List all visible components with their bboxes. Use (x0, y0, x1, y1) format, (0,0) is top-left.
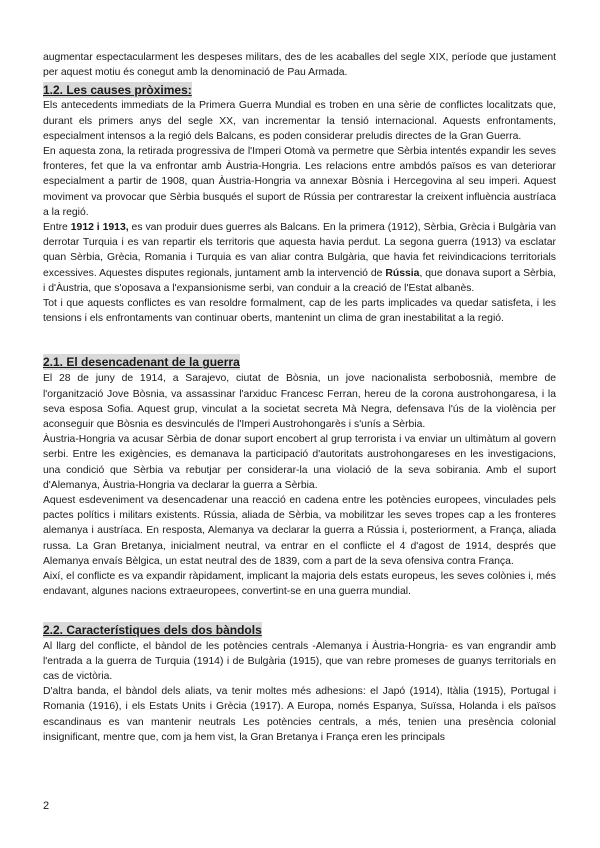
causes-paragraph-2: En aquesta zona, la retirada progressiva de l'Imperi Otomà va permetre que Sèrbia intentés expandir les seves fronteres, fet que la va enfrontar amb Àustria-Hongria. Les relacions entre ambdós països es van deteriorar especialment a partir de 1908, quan Àustria-Hongria va annexar Bòsnia i Hercegovina al seu imperi. Aquest moviment va provocar que Sèrbia busqués el suport de Rússia per contrarestar la creixent influència austríaca a la regió. (43, 146, 556, 218)
trigger-paragraph-3: Aquest esdeveniment va desencadenar una reacció en cadena entre les potències europees, vinculades pels pactes polítics i militars existents. Rússia, aliada de Sèrbia, va mobilitzar les seves tropes cap a les fronteres alemanya i austríaca. En resposta, Alemanya va declarar la guerra a Rússia i, posteriorment, a França, aliada russa. La Gran Bretanya, inicialment neutral, va entrar en el conflicte el 4 d'agost de 1914, després que Alemanya envaís Bèlgica, un estat neutral des de 1839, com a part de la seva ofensiva contra França. (43, 495, 556, 567)
document-page (43, 50, 556, 745)
trigger-paragraph-1: El 28 de juny de 1914, a Sarajevo, ciutat de Bòsnia, un jove nacionalista serbobosnià, membre de l'organització Jove Bòsnia, va assassinar l'arxiduc Francesc Ferran, hereu de la corona austrohongaresa, i la seva esposa Sofia. Aquest grup, vinculat a la societat secreta Mà Negra, defensava l'ús de la violència per aconseguir que Bòsnia es desvinculés de l'Imperi Austrohongarès i s'unís a Sèrbia. (43, 373, 556, 431)
text-run: , que donava suport a Sèrbia, i d'Àustria, que s'oposava a l'expansionisme serbi, van conduir a la creació de l'Estat albanès. (43, 267, 556, 294)
page-number: 2 (43, 800, 50, 812)
heading-trigger: 2.1. El desencadenant de la guerra (43, 355, 240, 370)
causes-paragraph-1: Els antecedents immediats de la Primera Guerra Mundial es troben en una sèrie de conflictes localitzats que, durant els primers anys del segle XX, van incrementar la tensió internacional. Aquests enfrontaments, especialment intensos a la regió dels Balcans, es poden considerar preludis directes de la Gran Guerra. (43, 100, 556, 142)
causes-paragraph-3 (43, 220, 556, 296)
intro-paragraph: augmentar espectacularment les despeses militars, des de les acaballes del segle XIX, període que justament per aquest motiu és conegut amb la denominació de Pau Armada. (43, 52, 556, 79)
heading-sides: 2.2. Característiques dels dos bàndols (43, 622, 262, 637)
sides-paragraph-1: Al llarg del conflicte, el bàndol de les potències centrals -Alemanya i Àustria-Hongria- es van engrandir amb l'entrada a la guerra de Turquia (1914) i de Bulgària (1915), que van rebre promeses de guanys territorials en cas de victòria. (43, 640, 556, 682)
text-run: es van produir dues guerres als Balcans. En la primera (1912), Sèrbia, Grècia i Bulgària van derrotar Turquia i es van repartir els territoris que aquesta havia perdut. La segona guerra (1913) va esclatar quan Sèrbia, Grècia, Romania i Turquia es van aliar contra Bulgària, que havia fet reivindicacions territorials excessives. Aquestes disputes regionals, juntament amb la intervenció de (43, 222, 556, 279)
sides-paragraph-2: D'altra banda, el bàndol dels aliats, va tenir moltes més adhesions: el Japó (1914), Itàlia (1915), Portugal i Romania (1916), i els Estats Units i Grècia (1917). A Europa, només Espanya, Suïssa, Holanda i els països escandinaus es van mantenir neutrals Les potències centrals, a més, tenien una presència colonial insignificant, mentre que, com ja hem vist, la Gran Bretanya i França eren les principals (43, 686, 556, 743)
trigger-paragraph-2: Àustria-Hongria va acusar Sèrbia de donar suport encobert al grup terrorista i va enviar un ultimàtum al govern serbi. Entre les exigències, es demanava la participació d'autoritats austrohongareses en les investigacions, una condició que Sèrbia va rebutjar per considerar-la una violació de la seva sobirania. Amb el suport d'Alemanya, Àustria-Hongria va declarar la guerra a Sèrbia. (43, 434, 556, 491)
text-run: Entre (43, 222, 71, 234)
bold-russia: Rússia (385, 267, 420, 279)
trigger-paragraph-4: Així, el conflicte es va expandir ràpidament, implicant la majoria dels estats europeus, les seves colònies i, més endavant, algunes nacions extraeuropees, convertint-se en una guerra mundial. (43, 571, 556, 598)
heading-causes: 1.2. Les causes pròximes: (43, 83, 192, 98)
bold-years: 1912 i 1913, (70, 222, 129, 234)
causes-paragraph-4: Tot i que aquests conflictes es van resoldre formalment, cap de les parts implicades va quedar satisfeta, i les tensions i els enfrontaments van continuar oberts, mantenint un clima de gran inestabilitat a la regió. (43, 298, 556, 325)
